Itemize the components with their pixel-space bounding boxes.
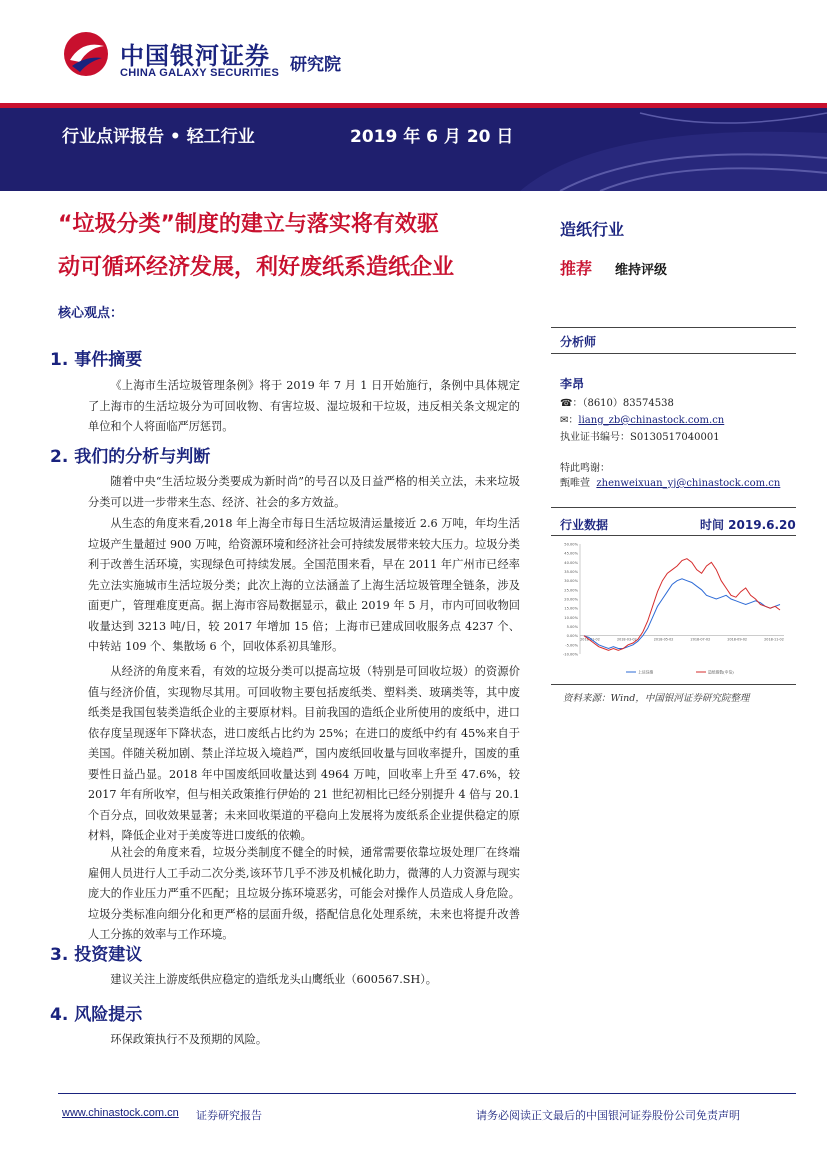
divider [551, 684, 796, 685]
report-category: 行业点评报告 • 轻工行业 [62, 127, 255, 147]
y-tick-label: 15.00% [564, 606, 578, 611]
divider [551, 507, 796, 508]
paragraph: 从经济的角度来看，有效的垃圾分类可以提高垃圾（特别是可回收垃圾）的资源价值与经济价值，实现物尽其用。可回收物主要包括废纸类、塑料类、玻璃类等，其中废纸类是我国包装类造纸企业的主要原材料。目前我国的造纸企业所使用的废纸中，进口依存度呈现逐年下降状态，进口废纸占比约为 25%；在进口的废纸中约有 45%来自于美国。伴随关税加剧、禁止洋垃圾入境趋严，国内废纸回收量与回收率提升，国废的重要性日益凸显。2018 年中国废纸回收量达到 4964 万吨，回收率上升至 47.6%，较 2017 年有所收窄，但与相关政策推行伊始的 21 世纪初相比已经分别提升 4 倍与 20.1 个百分点，回收效果显著；未来回收渠道的平稳向上发展将为废纸系企业提供稳定的原材料，降低企业对于美废等进口废纸的依赖。 [88, 665, 520, 842]
report-date: 2019 年 6 月 20 日 [350, 127, 514, 147]
thanks-name: 甄唯萱 [560, 478, 590, 489]
divider [551, 353, 796, 354]
divider [551, 535, 796, 536]
industry-data-title: 行业数据 [560, 518, 609, 532]
x-tick-label: 2018-05-02 [653, 637, 674, 642]
paragraph: 环保政策执行不及预期的风险。 [110, 1033, 268, 1046]
core-view-label: 核心观点： [58, 306, 124, 321]
paragraph: 从社会的角度来看，垃圾分类制度不健全的时候，通常需要依靠垃圾处理厂在终端雇佣人员进行人工手动二次分类,该环节几乎不涉及机械化助力，微薄的人力资源与现实庞大的作业压力严重不匹配；且垃圾分拣环境恶劣，可能会对操作人员造成人身危险。垃圾分类标准向细分化和更严格的层面升级，搭配信息化处理系统，未来也将提升改善人工分拣的效率与工作环境。 [88, 846, 520, 941]
email-icon: ✉： [560, 415, 579, 426]
industry-data-date: 时间 2019.6.20 [700, 518, 796, 532]
analyst-email-link[interactable]: liang_zb@chinastock.com.cn [578, 415, 725, 426]
section-heading-1: 1. 事件摘要 [50, 350, 143, 370]
analyst-section-title: 分析师 [560, 335, 597, 349]
y-tick-label: 35.00% [564, 570, 578, 574]
section-heading-3: 3. 投资建议 [50, 945, 143, 965]
x-tick-label: 2018-11-02 [764, 637, 784, 642]
rating-maintain: 维持评级 [615, 263, 668, 278]
y-tick-label: 20.00% [564, 597, 578, 602]
industry-chart [556, 540, 790, 680]
thanks-row [560, 474, 780, 489]
legend-label: 造纸指数(中信) [708, 669, 734, 675]
y-tick-label: 5.00% [566, 625, 578, 629]
divider [551, 327, 796, 328]
header-banner [0, 103, 827, 191]
x-tick-label: 2018-03-02 [616, 637, 637, 642]
institute-label: 研究院 [290, 55, 341, 75]
website-link[interactable]: www.chinastock.com.cn [62, 1107, 179, 1119]
y-tick-label: -5.00% [565, 643, 578, 648]
footer-url [62, 1107, 179, 1119]
series-line [584, 559, 780, 651]
rating-recommendation: 推荐 [560, 259, 593, 278]
paragraph: 从生态的角度来看,2018 年上海全市每日生活垃圾清运量接近 2.6 万吨，年均生活垃圾产生量超过 900 万吨，给资源环境和经济社会可持续发展带来较大压力。垃圾分类利于改善生活环境，实现绿色可持续发展。全国范围来看，早在 2011 年广州市已经率先立法实施城市生活垃圾分类；此次上海的立法涵盖了上海生活垃圾管理全链条，涉及面更广，管理难度更高。据上海市容局数据显示，截止 2019 年 5 月，市内可回收物回收量达到 3213 吨/日，较 2017 年增加 15 倍；上海市已建成回收服务点 4237 个、中转站 109 个、集散场 6 个，回收体系初具雏形。 [88, 517, 520, 653]
thanks-email-link[interactable]: zhenweixuan_yj@chinastock.com.cn [596, 478, 781, 489]
x-tick-label: 2018-01-02 [580, 637, 600, 642]
brand-name-en: CHINA GALAXY SECURITIES [120, 67, 280, 79]
analyst-email-row [560, 411, 724, 426]
y-tick-label: 25.00% [564, 588, 578, 593]
x-tick-label: 2018-09-02 [727, 637, 748, 642]
footer-divider [58, 1093, 796, 1094]
y-tick-label: 40.00% [564, 560, 578, 565]
analyst-name: 李昂 [560, 377, 585, 391]
y-tick-label: 45.00% [564, 551, 578, 556]
section-heading-4: 4. 风险提示 [50, 1005, 143, 1025]
banner-wave-decoration [0, 103, 827, 191]
footer-disclaimer: 请务必阅读正文最后的中国银河证券股份公司免责声明 [476, 1109, 740, 1122]
paragraph: 《上海市生活垃圾管理条例》将于 2019 年 7 月 1 日开始施行，条例中具体规定了上海市的生活垃圾分为可回收物、有害垃圾、湿垃圾和干垃圾，违反相关条文规定的单位和个人将面临严厉惩罚。 [88, 379, 520, 433]
legend-label: 上证综指 [638, 669, 654, 675]
x-tick-label: 2018-07-02 [690, 637, 711, 642]
y-tick-label: -10.00% [563, 652, 578, 657]
y-tick-label: 30.00% [564, 579, 578, 584]
footer-report-label: 证券研究报告 [196, 1109, 262, 1122]
series-line [584, 579, 780, 649]
analyst-phone: ☎：（8610）83574538 [560, 398, 674, 409]
chart-source: 资料来源：Wind，中国银河证券研究院整理 [563, 693, 750, 704]
report-title-line-2: 动可循环经济发展，利好废纸系造纸企业 [58, 255, 455, 280]
company-logo-icon [62, 30, 110, 78]
analyst-license: 执业证书编号：S0130517040001 [560, 432, 720, 443]
y-tick-label: 50.00% [564, 542, 578, 547]
banner-red-stripe [0, 103, 827, 108]
report-title-line-1: “垃圾分类”制度的建立与落实将有效驱 [58, 212, 439, 237]
paragraph: 建议关注上游废纸供应稳定的造纸龙头山鹰纸业（600567.SH）。 [110, 973, 437, 986]
thanks-label: 特此鸣谢： [560, 463, 610, 474]
y-tick-label: 0.00% [566, 634, 578, 639]
section-heading-2: 2. 我们的分析与判断 [50, 447, 211, 467]
y-tick-label: 10.00% [564, 615, 578, 620]
rating-sector: 造纸行业 [560, 220, 625, 239]
paragraph: 随着中央“生活垃圾分类要成为新时尚”的号召以及日益严格的相关立法，未来垃圾分类可以进一步带来生态、经济、社会的多方效益。 [88, 475, 520, 509]
brand-name-cn: 中国银河证券 [120, 42, 270, 70]
